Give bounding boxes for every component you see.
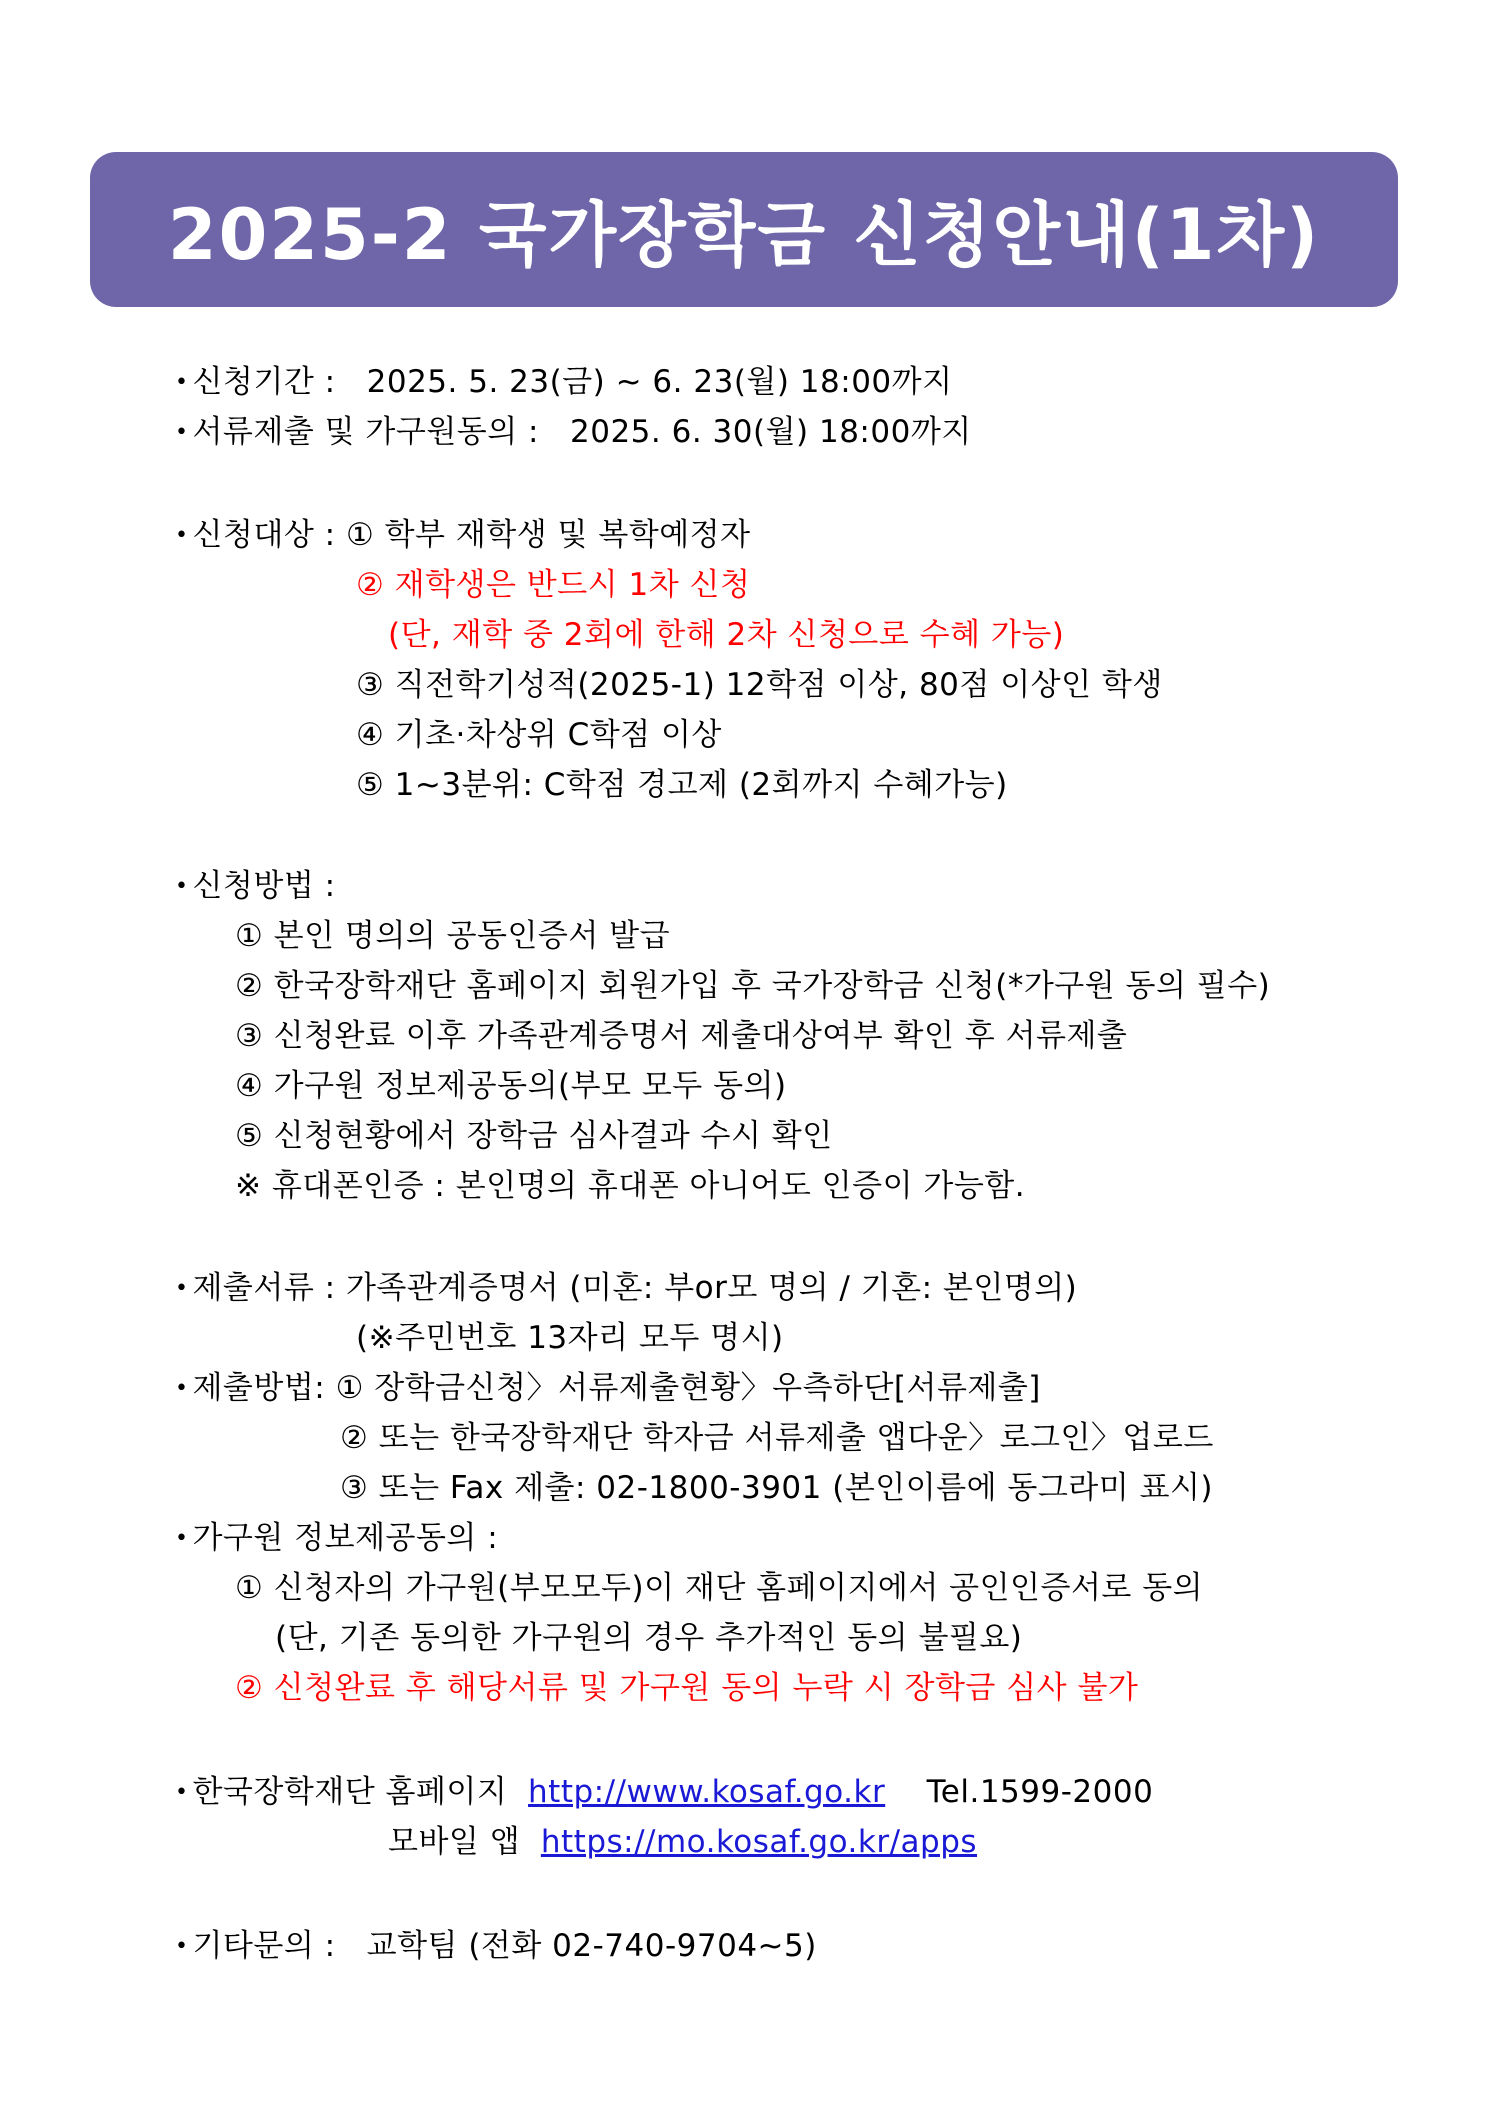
method-item: ⑤ 신청현황에서 장학금 심사결과 수시 확인 xyxy=(235,1118,833,1154)
method-note: ※ 휴대폰인증 : 본인명의 휴대폰 아니어도 인증이 가능함. xyxy=(235,1168,1026,1204)
mobile-label: 모바일 앱 xyxy=(388,1824,521,1860)
documents-deadline-label: 서류제출 및 가구원동의 : xyxy=(192,414,539,450)
submit-method-item: ① 장학금신청〉서류제출현황〉우측하단[서류제출] xyxy=(335,1370,1041,1406)
period-value: 2025. 5. 23(금) ~ 6. 23(월) 18:00까지 xyxy=(366,364,953,400)
eligibility-item: ③ 직전학기성적(2025-1) 12학점 이상, 80점 이상인 학생 xyxy=(356,667,1163,703)
inquiry-row xyxy=(175,1926,817,1970)
consent-warning: ② 신청완료 후 해당서류 및 가구원 동의 누락 시 장학금 심사 불가 xyxy=(235,1670,1139,1706)
bullet-icon: • xyxy=(175,420,189,445)
eligibility-item: ④ 기초·차상위 C학점 이상 xyxy=(356,717,722,753)
method-row xyxy=(175,866,336,910)
eligibility-item: ⑤ 1~3분위: C학점 경고제 (2회까지 수혜가능) xyxy=(356,767,1008,803)
bullet-icon: • xyxy=(175,1276,189,1301)
method-item: ② 한국장학재단 홈페이지 회원가입 후 국가장학금 신청(*가구원 동의 필수) xyxy=(235,968,1271,1004)
submit-method-item: ② 또는 한국장학재단 학자금 서류제출 앱다운〉로그인〉업로드 xyxy=(340,1420,1214,1456)
submit-docs-value: 가족관계증명서 (미혼: 부or모 명의 / 기혼: 본인명의) xyxy=(345,1270,1078,1306)
mobile-row xyxy=(388,1822,977,1862)
bullet-icon: • xyxy=(175,370,189,395)
eligibility-row xyxy=(175,515,751,559)
documents-deadline-row xyxy=(175,412,972,456)
method-item: ① 본인 명의의 공동인증서 발급 xyxy=(235,918,671,954)
submit-docs-note: (※주민번호 13자리 모두 명시) xyxy=(356,1320,784,1356)
consent-row xyxy=(175,1518,498,1562)
bullet-icon: • xyxy=(175,1376,189,1401)
bullet-icon: • xyxy=(175,1780,189,1805)
bullet-icon: • xyxy=(175,874,189,899)
eligibility-item: ① 학부 재학생 및 복학예정자 xyxy=(345,517,751,553)
submit-docs-row xyxy=(175,1268,1077,1312)
submit-method-label: 제출방법: xyxy=(192,1370,326,1406)
homepage-row xyxy=(175,1772,1153,1816)
submit-docs-label: 제출서류 : xyxy=(192,1270,336,1306)
period-label: 신청기간 : xyxy=(192,364,336,400)
homepage-link[interactable]: http://www.kosaf.go.kr xyxy=(528,1774,886,1810)
submit-method-item: ③ 또는 Fax 제출: 02-1800-3901 (본인이름에 동그라미 표시) xyxy=(340,1470,1214,1506)
inquiry-value: 교학팀 (전화 02-740-9704~5) xyxy=(366,1928,817,1964)
eligibility-label: 신청대상 : xyxy=(192,517,336,553)
page-title: 2025-2 국가장학금 신청안내(1차) xyxy=(167,194,1321,276)
method-label: 신청방법 : xyxy=(192,868,336,904)
eligibility-item: ② 재학생은 반드시 1차 신청 xyxy=(356,567,751,603)
eligibility-item-note: (단, 재학 중 2회에 한해 2차 신청으로 수혜 가능) xyxy=(388,617,1065,653)
bullet-icon: • xyxy=(175,523,189,548)
period-row xyxy=(175,362,953,406)
submit-method-row xyxy=(175,1368,1041,1412)
method-item: ④ 가구원 정보제공동의(부모 모두 동의) xyxy=(235,1068,787,1104)
documents-deadline-value: 2025. 6. 30(월) 18:00까지 xyxy=(570,414,972,450)
consent-item: ① 신청자의 가구원(부모모두)이 재단 홈페이지에서 공인인증서로 동의 xyxy=(235,1570,1204,1606)
mobile-app-link[interactable]: https://mo.kosaf.go.kr/apps xyxy=(540,1824,978,1860)
bullet-icon: • xyxy=(175,1934,189,1959)
consent-item-note: (단, 기존 동의한 가구원의 경우 추가적인 동의 불필요) xyxy=(275,1620,1023,1656)
homepage-label: 한국장학재단 홈페이지 xyxy=(192,1774,508,1810)
consent-label: 가구원 정보제공동의 : xyxy=(192,1520,499,1556)
homepage-tel: Tel.1599-2000 xyxy=(926,1774,1154,1810)
inquiry-label: 기타문의 : xyxy=(192,1928,336,1964)
method-item: ③ 신청완료 이후 가족관계증명서 제출대상여부 확인 후 서류제출 xyxy=(235,1018,1128,1054)
bullet-icon: • xyxy=(175,1526,189,1551)
title-banner xyxy=(90,152,1398,307)
